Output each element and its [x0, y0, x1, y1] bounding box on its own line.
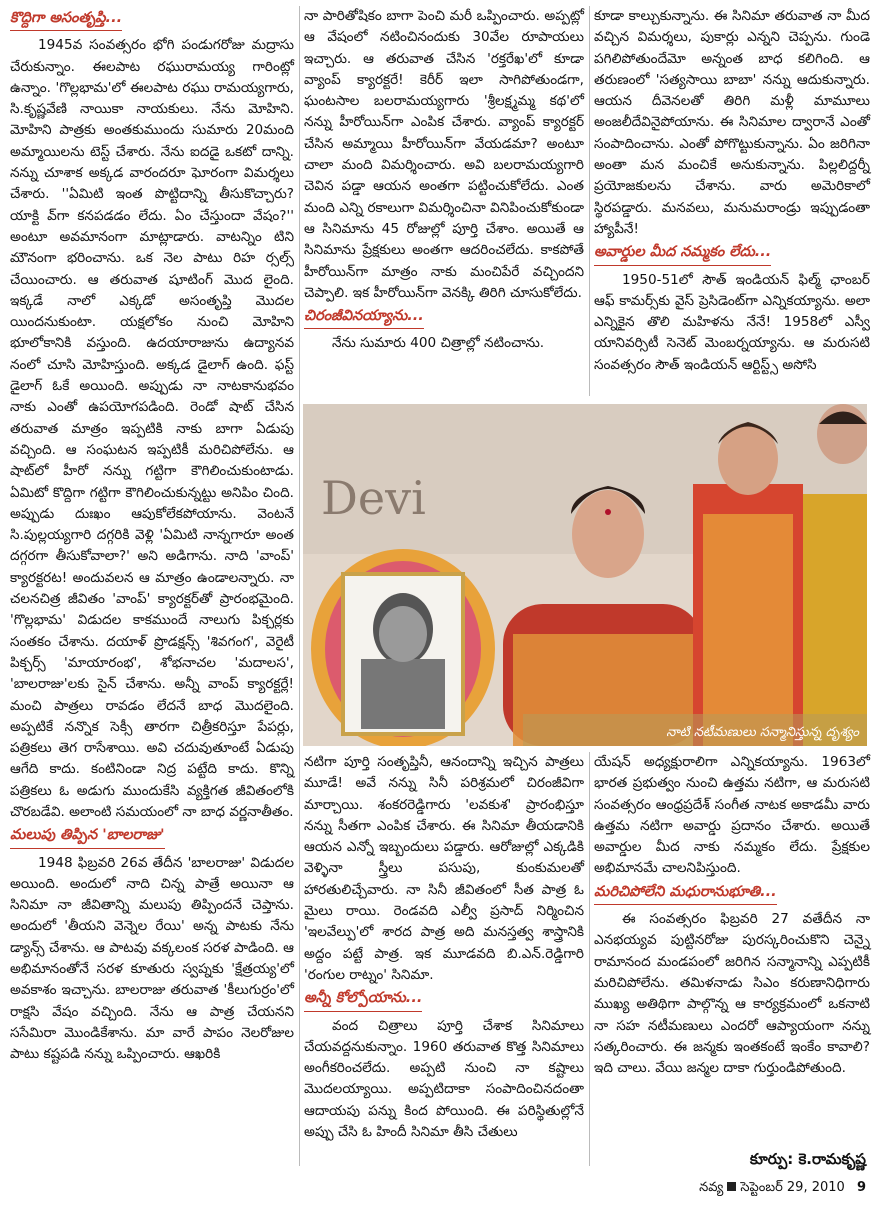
paragraph: నేను సుమారు 400 చిత్రాల్లో నటించాను. [332, 335, 545, 352]
paragraph: 1945వ సంవత్సరం భోగి పండుగరోజు మద్రాసు చేరుకున్నాం. ఈలపాట రఘురామయ్య గారింట్లో ఉన్నాం. 'గొల్లభామ'లో ఈలపాట రఘు రామయ్యగారు, సి.కృష్ణవేణి నాయికా నాయకులు. నేను మోహిని. మోహిని పాత్రకు అంతకుముందు సుమారు 20మంది అమ్మాయిలను టెస్ట్ చేశారు. నేను ఐదడై ఒకటో దాన్ని. నన్ను చూశాక అక్కడ వారందరూ ఘోరంగా విమర్శలు చేశారు. ''ఏమిటి ఇంత పొట్టిదాన్ని తీసుకొచ్చారు? యాక్టి వ్‌గా కనపడడం లేదు. ఏం చేస్తుందా వేషం?'' అంటూ అవమానంగా మాట్లాడారు. వాటన్నిం టిని మౌనంగా భరించాను. ఒక నెల పాటు రిహ ర్సల్స్ చేయించారు. ఆ తరువాత షూటింగ్ మొద లైంది. ఇక్కడే నాలో ఎక్కడో అసంతృప్తి మొదల యిందనుకుంటా. యక్షలోకం నుంచి మోహిని భూలోకానికి వస్తుంది. ఉదయారాజును ఉద్యానవ నంలో చూసి మోహిస్తుంది. అక్కడ డైలాగ్ ఉంది. ఫస్ట్ డైలాగ్ ఓకే అయింది. అప్పుడు నా నాటకానుభవం నాకు ఎంతో ఉపయోగపడింది. రెండో షాట్ చేసిన తరువాత మాత్రం ఇప్పటికి నాకు బాగా ఏడుపు వచ్చింది. ఆ సంఘటన ఇప్పటికీ మరిచిపోలేను. ఆ షాట్‌లో హీరో నన్ను గట్టిగా కౌగిలించుకుంటాడు. ఏమిటో కొద్దిగా గట్టిగా కౌగిలించుకున్నట్టు అనిపిం చింది. అప్పుడు దుఃఖం ఆపుకోలేకపోయాను. వెంటనే సి.పుల్లయ్యగారి దగ్గరికి వెళ్లి 'ఏమిటి నాన్నగారూ అంత దగ్గరగా తీసుకోవాలా?' అని అడిగాను. నాది 'వాంప్' క్యారక్టరట! అందువలన ఆ మాత్రం ఉండాలన్నారు. నా చలనచిత్ర జీవితం 'వాంప్' క్యారక్టర్‌తో ప్రారంభమైంది. 'గొల్లభామ' విడుదల కాకముందే నాలుగు పిక్చర్లకు సంతకం చేశాను. దయాళ్ ప్రొడక్షన్స్ 'శివగంగ', వెరైటీ పిక్చర్స్ 'మాయారంభ', శోభనాచల 'మదాలస', 'బాలరాజు'లకు సైన్ చేశాను. అన్నీ వాంప్ క్యారక్టర్లే! మంచి పాత్రలు రావడం లేదనే బాధ మొదలైంది. అప్పటికే నన్నొక సెక్సీ తారగా చిత్రీకరిస్తూ పేపర్లు, పత్రికలు తెగ రాసేశాయి. అవి చదువుతూంటే ఏడుపు ఆగేది కాదు. కంటినిండా నిద్ర పట్టేది కాదు. కొన్ని పత్రికలు ఓ అడుగు ముందుకేసి వ్యక్తిగత జీవితంలోకి చొరబడేవి. అలాంటి సమయంలో నా బాధ వర్ణనాతీతం. [10, 37, 294, 820]
section-heading: అవార్డుల మీద నమ్మకం లేదు... [594, 242, 771, 265]
magazine-name: నవ్య [699, 1180, 724, 1195]
section-heading: మలుపు తిప్పిన 'బాలరాజు' [10, 825, 165, 848]
column-2-top [304, 6, 584, 355]
column-divider [589, 6, 590, 396]
banner-text: Devi [321, 471, 426, 525]
photo-illustration [303, 404, 867, 746]
paragraph: ఈ సంవత్సరం ఫిబ్రవరి 27 వతేదీన నా ఎనభయ్యవ పుట్టినరోజు పురస్కరించుకొని చెన్నై రామానంద మండపంలో జరిగిన సన్మానాన్ని ఎప్పటికీ మరిచిపోలేను. తమిళనాడు సిఎం కరుణానిధిగారు ముఖ్య అతిథిగా పాల్గొన్న ఆ కార్యక్రమంలో ఒకనాటి నా సహ నటీమణులు ఎందరో ఆప్యాయంగా నన్ను సత్కరించారు. ఈ జన్మకు ఇంతకంటే ఇంకేం కావాలి? ఇది చాలు. వేయి జన్మల దాకా గుర్తుండిపోతుంది. [594, 911, 870, 1077]
author-credit: కూర్పు: కె.రామకృష్ణ [749, 1150, 866, 1168]
paragraph: నా పారితోషికం బాగా పెంచి మరీ ఒప్పించారు. అప్పట్లో ఆ వేషంలో నటించినందుకు 30వేల రూపాయలు ఇచ్చారు. ఆ తరువాత చేసిన 'రక్తరేఖ'లో కూడా వ్యాంప్ క్యారక్టరే! కెరీర్ ఇలా సాగిపోతుండగా, ఘంటసాల బలరామయ్యగారు 'శ్రీలక్ష్మమ్మ కథ'లో నన్ను హీరోయిన్‌గా ఎంపిక చేశారు. వ్యాంప్ క్యారక్టర్ చేసిన అమ్మాయి హీరోయిన్‌గా వేయడమా? అంటూ చాలా మంది విమర్శించారు. అవి బలరామయ్యగారి చెవిన పడ్డా ఆయన అంతగా పట్టించుకోలేదు. ఎంత మంది ఎన్ని రకాలుగా విమర్శించినా వినిపించుకోకుండా ఆ సినిమాను 45 రోజుల్లో పూర్తి చేశాం. అయితే ఆ సినిమాను ప్రేక్షకులు అంతగా ఆదరించలేదు. కాకపోతే హీరోయిన్‌గా మాత్రం నాకు మంచిపేరే వచ్చిందని చెప్పాలి. ఇక హీరోయిన్‌గా వెనక్కి తిరిగి చూసుకోలేదు. [304, 8, 584, 301]
issue-date: సెప్టెంబర్ 29, 2010 [740, 1180, 845, 1195]
paragraph: 1950-51లో సౌత్ ఇండియన్ ఫిల్మ్ ఛాంబర్ ఆఫ్ కామర్స్‌కు వైస్ ప్రెసిడెంట్‌గా ఎన్నికయ్యాను. అలా ఎన్నికైన తొలి మహిళను నేనే! 1958లో ఎస్వీ యానివర్సిటీ సెనెట్ మెంబర్నయ్యాను. ఆ మరుసటి సంవత్సరం సౌత్ ఇండియన్ ఆర్టిస్ట్స్ అసోసి [594, 271, 870, 373]
photo-caption: నాటి నటీమణులు సన్మానిస్తున్న దృశ్యం [666, 725, 859, 740]
paragraph: 1948 ఫిబ్రవరి 26వ తేదీన 'బాలరాజు' విడుదల అయింది. అందులో నాది చిన్న పాత్రే అయినా ఆ సినిమా నా జీవితాన్ని మలుపు తిప్పిందనే చెప్తాను. అందులో 'తీయని వెన్నెల రేయి' అన్న పాటకు నేను డ్యాన్స్ చేశాను. ఆ పాటవు వక్కలంక సరళ పాడింది. ఆ అభిమానంతోనే సరళ కూతురు స్వప్నకు 'క్షేత్రయ్య'లో అవకాశం ఇచ్చాను. బాలరాజు తరువాత 'కీలుగుర్రం'లో రాక్షసి వేషం వచ్చింది. నేను ఆ పాత్ర చేయనని ససేమిరా మొండికేశాను. మా వారే పాపం నెలరోజుల పాటు కష్టపడి నన్ను ఒప్పించారు. ఆఖరికి [10, 854, 294, 1063]
square-bullet-icon [727, 1182, 736, 1191]
column-2-bottom [304, 752, 584, 1143]
paragraph: కూడా కాల్చుకున్నాను. ఈ సినిమా తరువాత నా మీద వచ్చిన విమర్శలు, పుకార్లు ఎన్నని చెప్పను. గుండె పగిలిపోతుందేమో అన్నంత బాధ కలిగింది. ఆ తరుణంలో 'సత్యసాయి బాబా' నన్ను ఆదుకున్నారు. ఆయన దీవెనలతో తిరిగి మళ్లీ మామూలు అంజలీదేవినైపోయాను. ఈ సినిమాల ద్వారానే ఎంతో సంపాదించాను. ఎంతో పోగొట్టుకున్నాను. ఏం జరిగినా అంతా మన మంచికే అనుకున్నాను. పిల్లలిద్దర్నీ ప్రయోజకులను చేశాను. వారు అమెరికాలో స్థిరపడ్డారు. మనవలు, మనుమరాండ్రు ఇప్పుడంతా హ్యాపీనే! [594, 8, 870, 237]
event-photo [303, 404, 867, 746]
column-3-top [594, 6, 870, 376]
page-number: 9 [856, 1180, 866, 1195]
column-divider [299, 6, 300, 1166]
column-1 [10, 6, 294, 1066]
paragraph: వంద చిత్రాలు పూర్తి చేశాక సినిమాలు చేయవద్దనుకున్నాం. 1960 తరువాత కొత్త సినిమాలు అంగీకరించలేదు. అప్పటి నుంచి నా కష్టాలు మొదలయ్యాయి. అప్పటిదాకా సంపాదించినదంతా ఆదాయపు పన్ను కింద పోయింది. ఈ పరిస్థితుల్లోనే అప్పు చేసి ఓ హిందీ సినిమా తీసి చేతులు [304, 1017, 584, 1141]
section-heading: కొద్దిగా అసంతృప్తి... [10, 8, 122, 31]
garlanded-portrait [311, 549, 495, 746]
paragraph: నటిగా పూర్తి సంతృప్తినీ, ఆనందాన్ని ఇచ్చిన పాత్రలు మూడే! అవే నన్ను సినీ పరిశ్రమలో చిరంజీవిగా మార్చాయి. శంకరరెడ్డిగారు 'లవకుశ' ప్రారంభిస్తూ నన్ను సీతగా ఎంపిక చేశారు. ఈ సినిమా తీయడానికి ఆయన ఎన్నో ఇబ్బందులు పడ్డారు. ఆరోజుల్లో ఎక్కడికి వెళ్ళినా స్త్రీలు పసుపు, కుంకుమలతో హారతులిచ్చేవారు. నా సినీ జీవితంలో సీత పాత్ర ఓ మైలు రాయి. రెండవది ఎల్వీ ప్రసాద్ నిర్మించిన 'ఇలవేల్పు'లో శారద పాత్ర అది మనస్తత్వ శాస్త్రానికి అద్దం పట్టే పాత్ర. ఇక మూడవది బి.ఎన్.రెడ్డిగారి 'రంగుల రాట్నం' సినిమా. [304, 754, 584, 983]
section-heading: అన్నీ కోల్పోయాను... [304, 988, 422, 1011]
section-heading: మరిచిపోలేని మధురానుభూతి... [594, 882, 777, 905]
section-heading: చిరంజీవినయ్యాను... [304, 306, 424, 329]
column-3-bottom [594, 752, 870, 1079]
column-divider [589, 752, 590, 1166]
page-footer [699, 1180, 866, 1198]
paragraph: యేషన్ అధ్యక్షురాలిగా ఎన్నికయ్యాను. 1963లో భారత ప్రభుత్వం నుంచి ఉత్తమ నటిగా, ఆ మరుసటి సంవత్సరం ఆంధ్రప్రదేశ్ సంగీత నాటక అకాడమీ వారు ఉత్తమ నటిగా అవార్డు ప్రదానం చేశారు. అయితే అవార్డుల మీద నాకు నమ్మకం లేదు. ప్రేక్షకుల అభిమానమే చాలనిపిస్తుంది. [594, 754, 870, 877]
